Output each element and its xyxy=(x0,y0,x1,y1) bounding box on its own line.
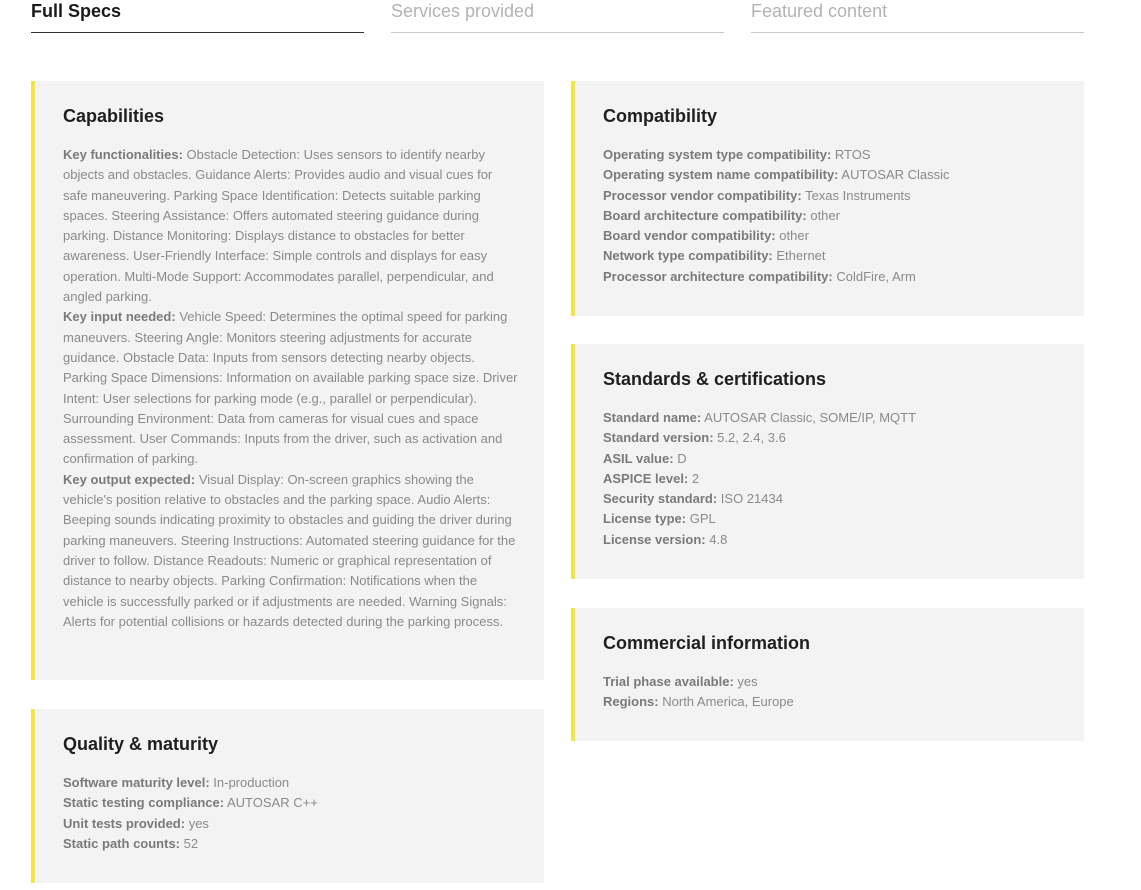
spec-value: Ethernet xyxy=(776,248,826,264)
capabilities-card xyxy=(31,81,544,680)
spec-value: GPL xyxy=(689,511,716,527)
spec-value: Visual Display: On-screen graphics showing the vehicle's position relative to obstacles and the parking space. Audio Alerts: Beeping sounds indicating proximity to obstacles and guiding the driver during parking maneuvers. Steering Instructions: Automated steering guidance for the driver to follow. Distance Readouts: Numeric or graphical representation of distance to nearby objects. Parking Confirmation: Notifications when the vehicle is successfully parked or if adjustments are needed. Warning Signals: Alerts for potential collisions or hazards detected during the parking process. xyxy=(63,471,516,629)
tab-bar xyxy=(31,0,1084,34)
spec-value: other xyxy=(810,207,840,223)
spec-value: other xyxy=(779,228,809,244)
standards-certifications-card xyxy=(571,344,1084,579)
spec-key: Board architecture compatibility: xyxy=(603,207,807,223)
spec-key: Processor vendor compatibility: xyxy=(603,187,802,203)
quality-title: Quality & maturity xyxy=(63,734,219,754)
spec-row xyxy=(603,206,1056,226)
tab-full-specs[interactable]: Full Specs xyxy=(31,0,364,33)
capabilities-title: Capabilities xyxy=(63,106,165,126)
spec-key: Network type compatibility: xyxy=(603,248,773,264)
spec-row xyxy=(63,773,516,793)
spec-row xyxy=(603,692,1056,712)
spec-key: Key input needed: xyxy=(63,309,176,325)
spec-key: ASPICE level: xyxy=(603,470,689,486)
spec-value: yes xyxy=(737,674,758,689)
spec-key: Operating system type compatibility: xyxy=(603,147,832,162)
spec-key: Standard name: xyxy=(603,410,702,425)
spec-value: AUTOSAR Classic, SOME/IP, MQTT xyxy=(704,410,917,425)
commercial-title: Commercial information xyxy=(603,633,811,653)
compatibility-title: Compatibility xyxy=(603,106,718,126)
spec-row xyxy=(603,530,1056,550)
spec-key: Static testing compliance: xyxy=(63,795,225,811)
spec-value: D xyxy=(677,450,687,466)
spec-value: RTOS xyxy=(834,147,871,162)
spec-row xyxy=(603,469,1056,489)
spec-value: 52 xyxy=(183,835,199,851)
spec-row xyxy=(63,470,518,632)
spec-row xyxy=(603,267,1056,287)
spec-row xyxy=(603,408,1056,428)
spec-value: North America, Europe xyxy=(662,694,794,710)
spec-row xyxy=(603,672,1056,692)
spec-key: Board vendor compatibility: xyxy=(603,228,776,244)
spec-key: Operating system name compatibility: xyxy=(603,167,839,183)
spec-row xyxy=(603,449,1056,469)
spec-value: 2 xyxy=(691,470,700,486)
spec-row xyxy=(603,165,1056,185)
spec-key: Key functionalities: xyxy=(63,147,183,162)
spec-key: Regions: xyxy=(603,694,659,710)
spec-value: ColdFire, Arm xyxy=(836,268,916,284)
spec-value: yes xyxy=(188,815,209,831)
compatibility-card xyxy=(571,81,1084,316)
spec-row xyxy=(603,186,1056,206)
spec-value: 5.2, 2.4, 3.6 xyxy=(717,430,786,446)
spec-row xyxy=(63,145,518,307)
commercial-information-card xyxy=(571,608,1084,741)
spec-value: AUTOSAR Classic xyxy=(841,167,950,183)
spec-value: In-production xyxy=(213,775,290,790)
spec-key: Processor architecture compatibility: xyxy=(603,268,833,284)
spec-row xyxy=(603,145,1056,165)
spec-key: Software maturity level: xyxy=(63,775,210,790)
tab-services-provided[interactable]: Services provided xyxy=(391,0,724,33)
standards-title: Standards & certifications xyxy=(603,369,827,389)
spec-value: 4.8 xyxy=(709,531,728,547)
spec-value: AUTOSAR C++ xyxy=(227,795,318,811)
spec-row xyxy=(603,226,1056,246)
spec-value: Texas Instruments xyxy=(805,187,911,203)
spec-key: Static path counts: xyxy=(63,835,181,851)
spec-row xyxy=(63,307,518,469)
spec-key: Standard version: xyxy=(603,430,714,446)
spec-row xyxy=(63,814,516,834)
spec-key: Unit tests provided: xyxy=(63,815,186,831)
spec-row xyxy=(603,246,1056,266)
spec-key: License type: xyxy=(603,511,687,527)
tab-featured-content[interactable]: Featured content xyxy=(751,0,1084,33)
spec-key: License version: xyxy=(603,531,706,547)
spec-row xyxy=(603,489,1056,509)
spec-value: ISO 21434 xyxy=(720,491,783,507)
spec-row xyxy=(63,834,516,854)
quality-maturity-card xyxy=(31,709,544,883)
spec-key: ASIL value: xyxy=(603,450,674,466)
spec-row xyxy=(603,509,1056,529)
spec-key: Trial phase available: xyxy=(603,674,734,689)
spec-row xyxy=(63,793,516,813)
spec-key: Security standard: xyxy=(603,491,718,507)
spec-key: Key output expected: xyxy=(63,471,196,487)
spec-value: Vehicle Speed: Determines the optimal speed for parking maneuvers. Steering Angle: Monitors steering adjustments for accurate guidance. Obstacle Data: Inputs from sensors detecting nearby objects. Parking Space Dimensions: Information on available parking space size. Driver Intent: User selections for parking mode (e.g., parallel or perpendicular). Surrounding Environment: Data from cameras for visual cues and space assessment. User Commands: Inputs from the driver, such as activation and confirmation of parking. xyxy=(63,309,518,467)
spec-value: Obstacle Detection: Uses sensors to identify nearby objects and obstacles. Guidance Alerts: Provides audio and visual cues for safe maneuvering. Parking Space Identification: Detects suitable parking spaces. Steering Assistance: Offers automated steering guidance during parking. Distance Monitoring: Displays distance to obstacles for better awareness. User-Friendly Interface: Simple controls and displays for easy operation. Multi-Mode Support: Accommodates parallel, perpendicular, and angled parking. xyxy=(63,147,494,305)
spec-row xyxy=(603,428,1056,448)
